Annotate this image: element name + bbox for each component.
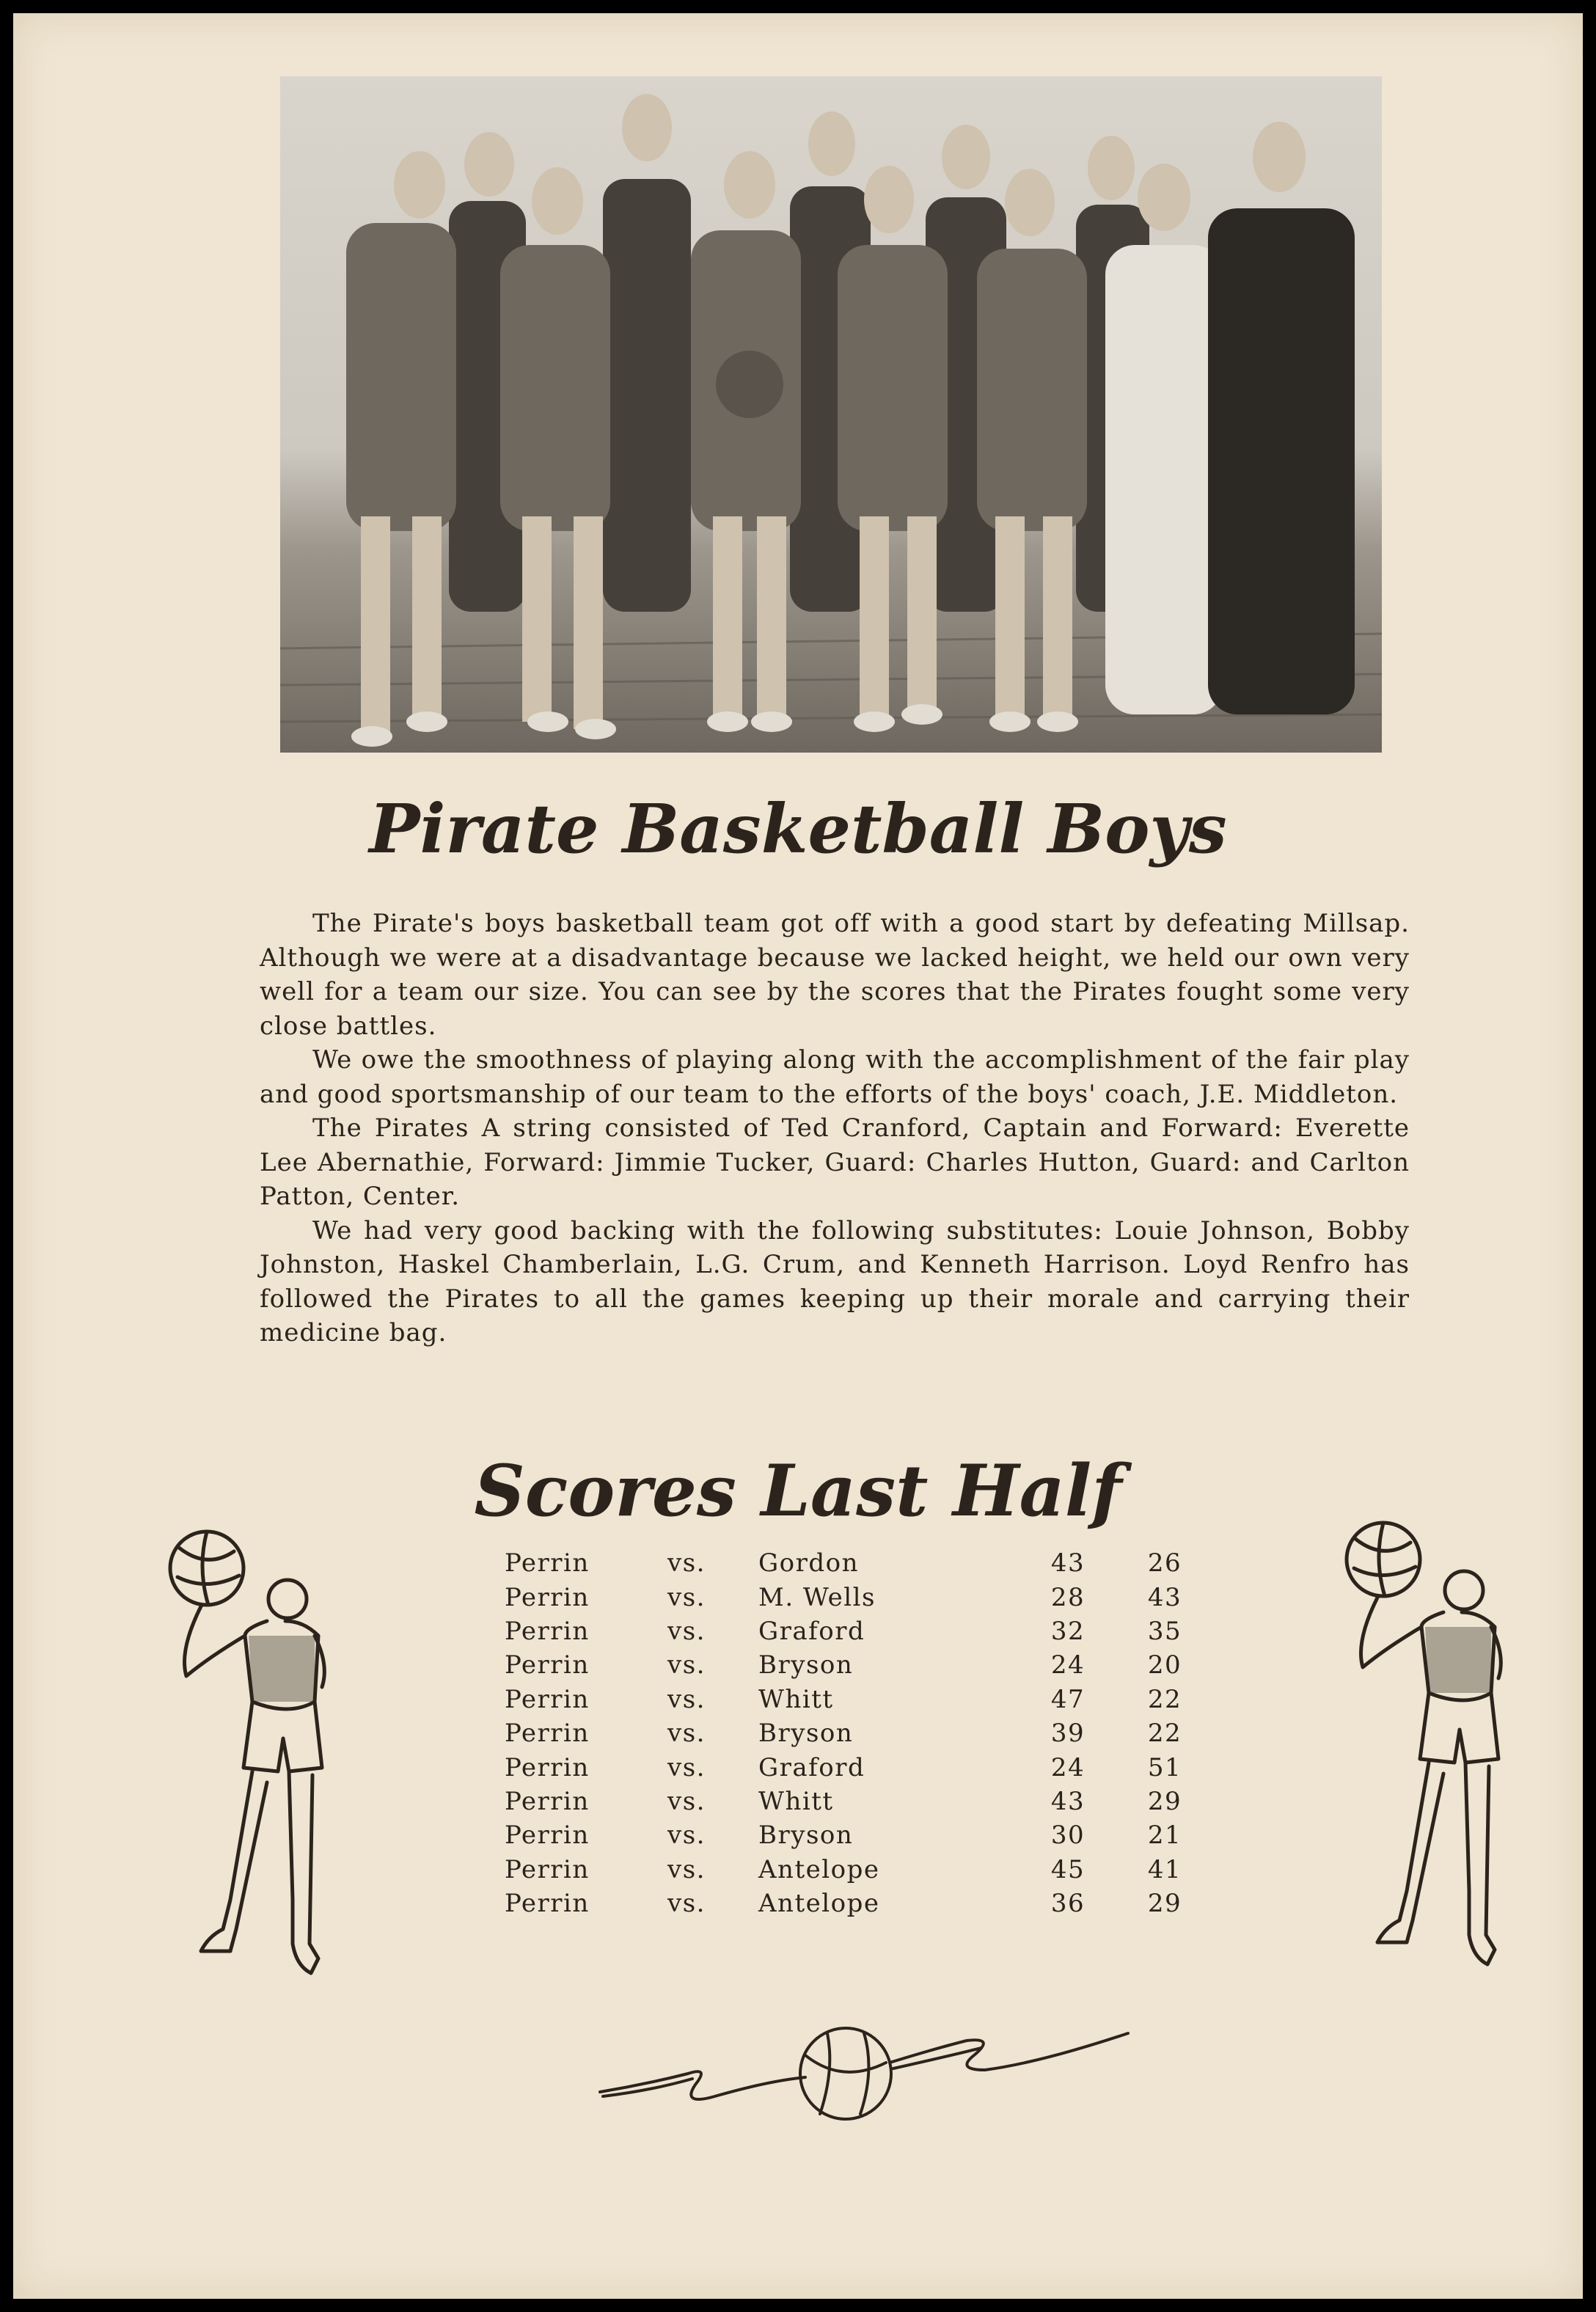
opponent-name: Graford — [758, 1616, 865, 1646]
page-title: Pirate Basketball Boys — [369, 789, 1227, 868]
opponent-name: Graford — [758, 1752, 865, 1782]
score-row — [505, 1683, 1201, 1716]
opponent-score: 22 — [1147, 1719, 1182, 1749]
basketball-ornament-icon — [585, 2004, 1143, 2129]
team-name: Perrin — [505, 1719, 590, 1749]
paragraph: We had very good backing with the following substitutes: Louie Johnson, Bobby Johnston, Haskel Chamberlain, L.G. Crum, and Kenneth Harrison. Loyd Renfro has followed the Pirates to all the games keeping up their morale and carrying their medicine bag. — [260, 1215, 1410, 1347]
versus-label: vs. — [667, 1821, 706, 1851]
opponent-name: M. Wells — [758, 1582, 876, 1612]
team-name: Perrin — [505, 1616, 590, 1646]
opponent-score: 20 — [1147, 1650, 1182, 1680]
versus-label: vs. — [667, 1616, 706, 1646]
versus-label: vs. — [667, 1650, 706, 1680]
opponent-score: 29 — [1147, 1786, 1182, 1816]
basketball-player-icon — [157, 1518, 348, 1995]
team-name: Perrin — [505, 1684, 590, 1714]
team-name: Perrin — [505, 1786, 590, 1816]
article-body — [260, 907, 1410, 1350]
perrin-score: 43 — [1050, 1786, 1086, 1816]
score-row — [505, 1750, 1201, 1784]
perrin-score: 28 — [1050, 1582, 1086, 1612]
paragraph: The Pirates A string consisted of Ted Cranford, Captain and Forward: Everette Lee Abernathie, Forward: Jimmie Tucker, Guard: Charles Hutton, Guard: and Carlton Patton, Center. — [260, 1113, 1410, 1211]
perrin-score: 24 — [1050, 1650, 1086, 1680]
opponent-score: 51 — [1147, 1752, 1182, 1782]
team-name: Perrin — [505, 1548, 590, 1578]
opponent-score: 21 — [1147, 1821, 1182, 1851]
scores-table — [505, 1546, 1201, 1920]
opponent-name: Bryson — [758, 1821, 854, 1851]
versus-label: vs. — [667, 1684, 706, 1714]
versus-label: vs. — [667, 1548, 706, 1578]
opponent-name: Whitt — [758, 1684, 834, 1714]
opponent-score: 35 — [1147, 1616, 1182, 1646]
score-row — [505, 1614, 1201, 1648]
score-row — [505, 1887, 1201, 1920]
perrin-score: 30 — [1050, 1821, 1086, 1851]
team-name: Perrin — [505, 1650, 590, 1680]
team-photo-icon — [280, 76, 1382, 753]
perrin-score: 45 — [1050, 1854, 1086, 1884]
paragraph: The Pirate's boys basketball team got off with a good start by defeating Millsap. Although we were at a disadvantage because we lacked height, we held our own very well for a team our size. You can see by the scores that the Pirates fought some very close battles. — [260, 909, 1410, 1041]
opponent-name: Whitt — [758, 1786, 834, 1816]
versus-label: vs. — [667, 1786, 706, 1816]
yearbook-page — [13, 13, 1583, 2299]
versus-label: vs. — [667, 1582, 706, 1612]
perrin-score: 24 — [1050, 1752, 1086, 1782]
opponent-name: Bryson — [758, 1650, 854, 1680]
opponent-name: Gordon — [758, 1548, 860, 1578]
score-row — [505, 1785, 1201, 1818]
opponent-score: 29 — [1147, 1889, 1182, 1919]
paragraph: We owe the smoothness of playing along with the accomplishment of the fair play and good sportsmanship of our team to the efforts of the boys' coach, J.E. Middleton. — [260, 1045, 1410, 1109]
scores-title: Scores Last Half — [474, 1449, 1122, 1532]
versus-label: vs. — [667, 1752, 706, 1782]
team-name: Perrin — [505, 1821, 590, 1851]
perrin-score: 47 — [1050, 1684, 1086, 1714]
score-row — [505, 1716, 1201, 1750]
score-row — [505, 1546, 1201, 1580]
versus-label: vs. — [667, 1719, 706, 1749]
team-name: Perrin — [505, 1854, 590, 1884]
perrin-score: 36 — [1050, 1889, 1086, 1919]
score-row — [505, 1648, 1201, 1682]
opponent-score: 22 — [1147, 1684, 1182, 1714]
opponent-score: 43 — [1147, 1582, 1182, 1612]
perrin-score: 32 — [1050, 1616, 1086, 1646]
team-name: Perrin — [505, 1752, 590, 1782]
perrin-score: 39 — [1050, 1719, 1086, 1749]
opponent-name: Bryson — [758, 1719, 854, 1749]
score-row — [505, 1853, 1201, 1887]
opponent-score: 41 — [1147, 1854, 1182, 1884]
versus-label: vs. — [667, 1854, 706, 1884]
opponent-name: Antelope — [758, 1889, 880, 1919]
team-name: Perrin — [505, 1582, 590, 1612]
opponent-score: 26 — [1147, 1548, 1182, 1578]
versus-label: vs. — [667, 1889, 706, 1919]
team-name: Perrin — [505, 1889, 590, 1919]
perrin-score: 43 — [1050, 1548, 1086, 1578]
opponent-name: Antelope — [758, 1854, 880, 1884]
score-row — [505, 1580, 1201, 1614]
team-photo — [280, 76, 1382, 753]
score-row — [505, 1818, 1201, 1852]
basketball-player-icon — [1333, 1510, 1524, 1986]
